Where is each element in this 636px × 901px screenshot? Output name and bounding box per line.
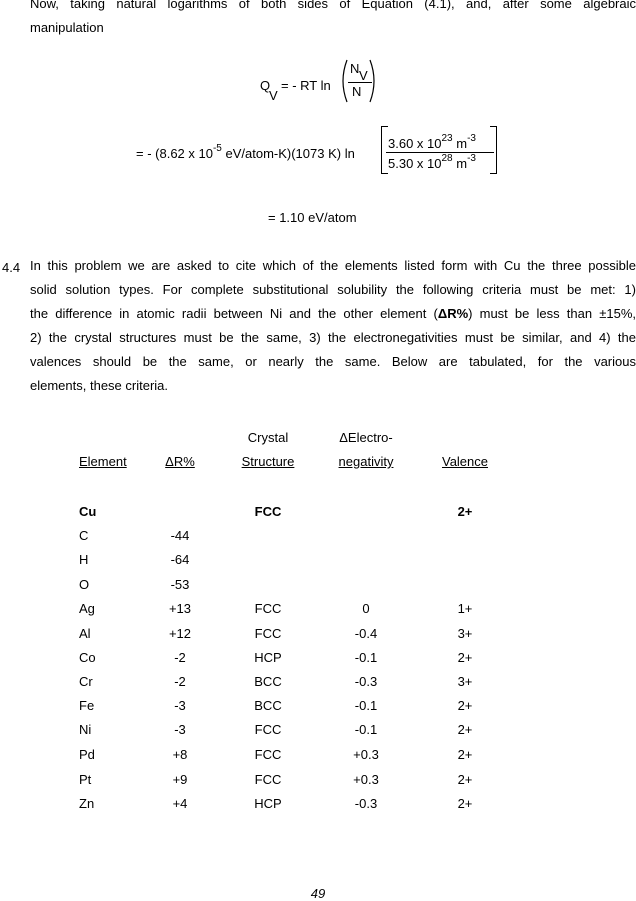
cell-dr: -53 <box>170 577 190 592</box>
cell-electro: +0.3 <box>353 772 379 787</box>
fraction-numerator-unit: m <box>452 136 468 151</box>
header-structure-top: Crystal <box>247 430 289 445</box>
cell-element: H <box>79 552 89 567</box>
cell-element: Cu <box>79 504 97 519</box>
cell-valence: 1+ <box>457 601 473 616</box>
fraction-numerator <box>388 133 476 151</box>
problem-line-3-start: the difference in atomic radii between Ni and the other element ( <box>30 306 438 321</box>
intro-line-2: manipulation <box>30 20 104 35</box>
cell-structure: BCC <box>254 698 282 713</box>
cell-dr: +13 <box>168 601 192 616</box>
fraction-denominator-unit: m <box>452 156 468 171</box>
fraction-denominator-unit-exp: -3 <box>467 153 476 164</box>
fraction-numerator-unit-exp: -3 <box>467 133 476 144</box>
cell-electro: -0.3 <box>354 674 378 689</box>
header-element: Element <box>79 454 127 469</box>
problem-paragraph <box>30 254 636 398</box>
cell-dr: -2 <box>174 674 186 689</box>
equation-line2-exp: -5 <box>212 143 222 154</box>
ratio-numerator-n: N <box>350 61 360 76</box>
cell-dr: -3 <box>174 722 186 737</box>
cell-element: O <box>79 577 90 592</box>
parenthesis-group <box>338 58 398 104</box>
problem-line-3-tail: ) must be less than ±15%, <box>468 306 636 321</box>
equation-q: Q <box>260 78 271 93</box>
cell-electro: -0.1 <box>354 650 378 665</box>
cell-valence: 3+ <box>457 626 473 641</box>
cell-structure: FCC <box>254 601 282 616</box>
cell-structure: FCC <box>254 772 282 787</box>
cell-dr: +12 <box>168 626 192 641</box>
equation-line2-prefix <box>136 143 355 161</box>
cell-structure: HCP <box>254 650 282 665</box>
cell-electro: -0.1 <box>354 722 378 737</box>
equation-result: = 1.10 eV/atom <box>268 210 357 225</box>
problem-line-3 <box>30 302 636 326</box>
cell-element: Cr <box>79 674 93 689</box>
cell-dr: +4 <box>172 796 188 811</box>
cell-structure: FCC <box>254 747 282 762</box>
cell-element: Zn <box>79 796 95 811</box>
cell-electro: -0.4 <box>354 626 378 641</box>
equation-q-subscript: V <box>269 88 278 103</box>
cell-electro: +0.3 <box>353 747 379 762</box>
cell-valence: 3+ <box>457 674 473 689</box>
cell-electro: 0 <box>362 601 370 616</box>
cell-element: C <box>79 528 89 543</box>
cell-valence: 2+ <box>457 722 473 737</box>
cell-element: Pt <box>79 772 92 787</box>
page-number: 49 <box>310 886 326 901</box>
header-electronegativity: negativity <box>338 454 394 469</box>
cell-dr: +8 <box>172 747 188 762</box>
equation-line2-base: = - (8.62 x 10 <box>136 146 213 161</box>
cell-structure: FCC <box>254 722 282 737</box>
cell-structure: FCC <box>254 626 282 641</box>
cell-structure: FCC <box>254 504 282 519</box>
cell-element: Pd <box>79 747 95 762</box>
cell-element: Al <box>79 626 91 641</box>
cell-structure: HCP <box>254 796 282 811</box>
problem-line-1: In this problem we are asked to cite which of the elements listed form with Cu the three possible <box>30 258 636 273</box>
problem-line-4: 2) the crystal structures must be the same, 3) the electronegativities must be similar, and 4) the <box>30 330 636 345</box>
equation-lhs-rest: = - RT ln <box>281 78 331 93</box>
problem-line-6: elements, these criteria. <box>30 378 169 393</box>
cell-valence: 2+ <box>457 504 473 519</box>
right-bracket <box>490 126 497 174</box>
intro-paragraph <box>30 0 636 40</box>
header-delta-r: ΔR% <box>165 454 195 469</box>
cell-valence: 2+ <box>457 796 473 811</box>
header-valence: Valence <box>441 454 488 469</box>
cell-valence: 2+ <box>457 747 473 762</box>
cell-structure: BCC <box>254 674 282 689</box>
left-bracket <box>381 126 388 174</box>
cell-valence: 2+ <box>457 650 473 665</box>
cell-element: Co <box>79 650 96 665</box>
problem-line-3-symbol: ΔR% <box>437 306 469 321</box>
cell-element: Ni <box>79 722 92 737</box>
problem-line-5: valences should be the same, or nearly the same. Below are tabulated, for the various <box>30 354 636 369</box>
cell-dr: -2 <box>174 650 186 665</box>
problem-line-2: solid solution types. For complete substitutional solubility the following criteria must be met: 1) <box>30 282 636 297</box>
fraction-numerator-exp: 23 <box>441 133 453 144</box>
ratio-numerator-sub: V <box>359 68 368 83</box>
cell-valence: 2+ <box>457 772 473 787</box>
problem-number: 4.4 <box>2 260 21 275</box>
cell-element: Fe <box>79 698 95 713</box>
cell-dr: -64 <box>170 552 190 567</box>
cell-dr: -3 <box>174 698 186 713</box>
fraction-denominator <box>388 153 476 171</box>
equation-line2-mid: eV/atom-K)(1073 K) ln <box>221 146 355 161</box>
cell-electro: -0.1 <box>354 698 378 713</box>
cell-valence: 2+ <box>457 698 473 713</box>
fraction-numerator-base: 3.60 x 10 <box>388 136 442 151</box>
cell-dr: +9 <box>172 772 188 787</box>
fraction-denominator-exp: 28 <box>441 153 453 164</box>
cell-electro: -0.3 <box>354 796 378 811</box>
cell-dr: -44 <box>170 528 190 543</box>
fraction-bar <box>386 152 494 153</box>
header-electro-top: ΔElectro- <box>339 430 393 445</box>
header-structure: Structure <box>241 454 295 469</box>
ratio-fraction-bar <box>348 82 372 83</box>
fraction-denominator-base: 5.30 x 10 <box>388 156 442 171</box>
intro-line-1: Now, taking natural logarithms of both sides of Equation (4.1), and, after some algebraic <box>30 0 636 11</box>
ratio-denominator: N <box>352 84 362 99</box>
cell-element: Ag <box>79 601 95 616</box>
